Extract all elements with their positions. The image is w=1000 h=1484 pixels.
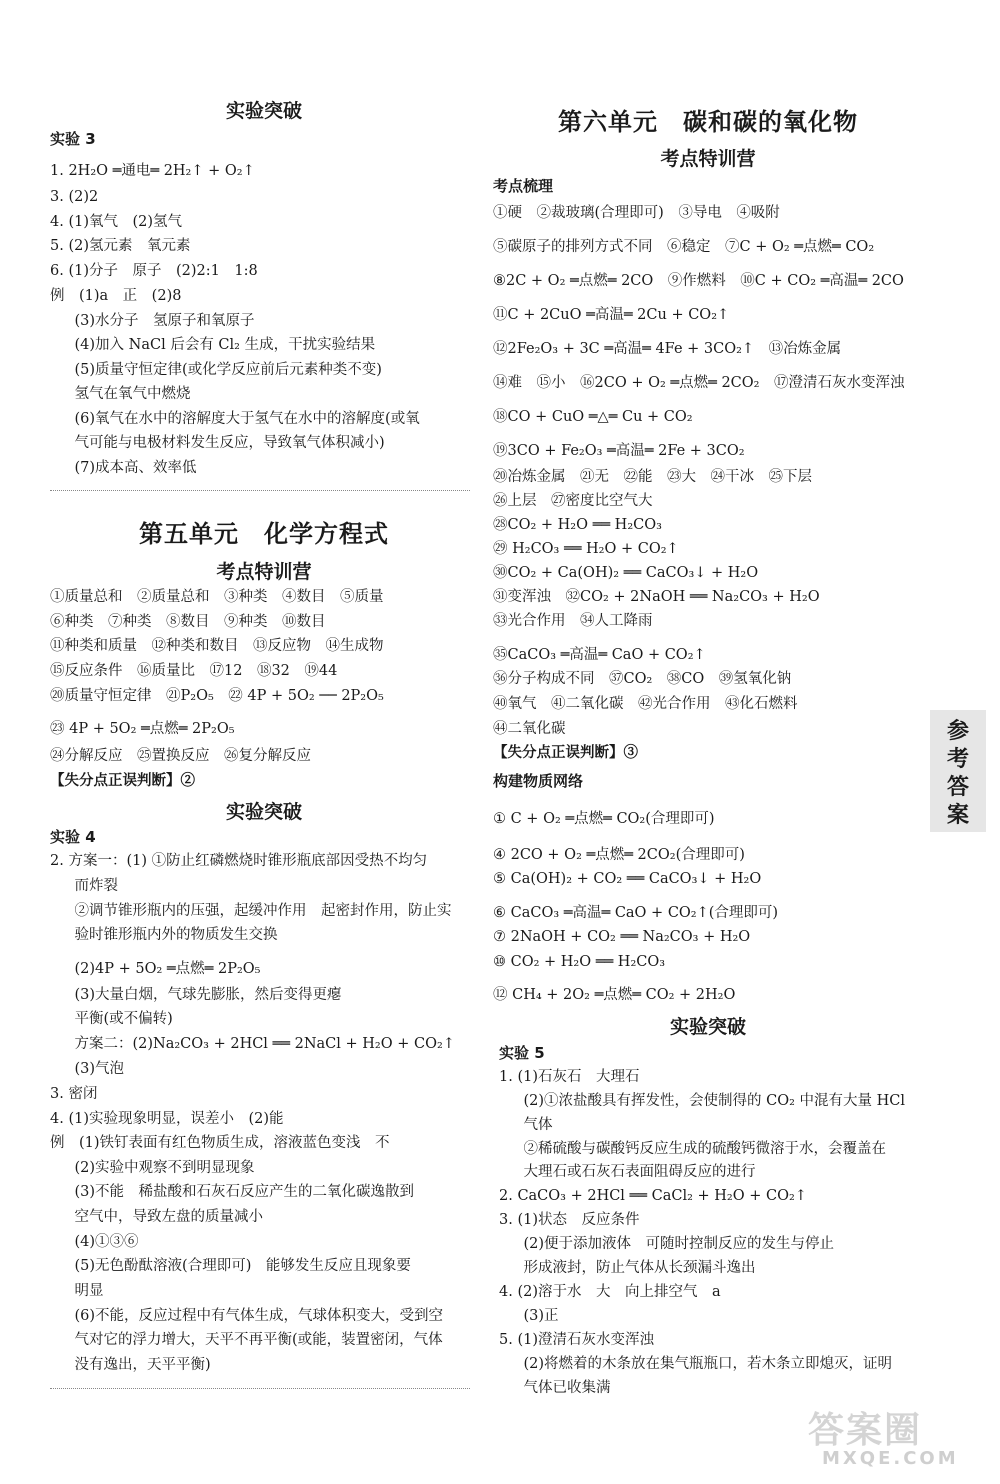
answer-line: ②调节锥形瓶内的压强，起缓冲作用 起密封作用，防止实 — [60, 903, 452, 919]
section-title-experiment: 实验突破 — [225, 801, 302, 823]
answer-line: 4. (1)氧气 (2)氢气 — [50, 214, 183, 230]
answer-line: ① C + O₂ ═点燃═ CO₂(合理即可) — [493, 811, 715, 827]
tab-char: 案 — [946, 803, 969, 828]
answer-line: 4. (2)溶于水 大 向上排空气 a — [499, 1284, 721, 1300]
answer-line: 例 (1)铁钉表面有红色物质生成，溶液蓝色变浅 不 — [50, 1135, 390, 1151]
answer-line: 方案二：(2)Na₂CO₃ + 2HCl ══ 2NaCl + H₂O + CO₂↑ — [60, 1036, 455, 1052]
divider — [50, 1388, 470, 1389]
answer-line: ④ 2CO + O₂ ═点燃═ 2CO₂(合理即可) — [493, 847, 745, 863]
answer-line: ⑥ CaCO₃ ═高温═ CaO + CO₂↑(合理即可) — [493, 905, 779, 921]
answer-line: ⑳质量守恒定律 ㉑P₂O₅ ㉒ 4P + 5O₂ ── 2P₂O₅ — [50, 688, 384, 704]
answer-line: (3)气泡 — [60, 1061, 125, 1077]
answer-line: ⑩ CO₂ + H₂O ══ H₂CO₃ — [493, 954, 666, 970]
answer-line: (7)成本高、效率低 — [60, 460, 197, 476]
answer-line: 气可能与电极材料发生反应，导致氧气体积减小) — [60, 435, 385, 451]
answer-line: ㉝光合作用 ㉞人工降雨 — [493, 613, 653, 629]
answer-line: ㊱分子构成不同 ㊲CO₂ ㊳CO ㊴氢氧化钠 — [493, 671, 792, 687]
tab-char: 考 — [946, 747, 969, 772]
answer-line: ㉔分解反应 ㉕置换反应 ㉖复分解反应 — [50, 748, 311, 764]
answer-line: ⑲3CO + Fe₂O₃ ═高温═ 2Fe + 3CO₂ — [493, 443, 745, 459]
answer-line: 平衡(或不偏转) — [60, 1011, 173, 1027]
answer-line: 2. CaCO₃ + 2HCl ══ CaCl₂ + H₂O + CO₂↑ — [499, 1188, 807, 1204]
answer-line: ⑪种类和质量 ⑫种类和数目 ⑬反应物 ⑭生成物 — [50, 638, 384, 654]
unit-6-title: 第六单元 碳和碳的氧化物 — [558, 108, 858, 136]
answer-line: (2)实验中观察不到明显现象 — [60, 1160, 255, 1176]
answer-line: ⑭难 ⑮小 ⑯2CO + O₂ ═点燃═ 2CO₂ ⑰澄清石灰水变浑浊 — [493, 375, 905, 391]
answer-line: (2)①浓盐酸具有挥发性，会使制得的 CO₂ 中混有大量 HCl — [509, 1093, 906, 1109]
answer-line: (6)氧气在水中的溶解度大于氢气在水中的溶解度(或氧 — [60, 411, 420, 427]
answer-line: (6)不能，反应过程中有气体生成，气球体积变大，受到空 — [60, 1308, 444, 1324]
answer-line: ⑫2Fe₂O₃ + 3C ═高温═ 4Fe + 3CO₂↑ ⑬冶炼金属 — [493, 341, 842, 357]
answer-line: ⑳冶炼金属 ㉑无 ㉒能 ㉓大 ㉔干冰 ㉕下层 — [493, 469, 812, 485]
answer-line: (2)4P + 5O₂ ═点燃═ 2P₂O₅ — [60, 961, 261, 977]
answer-line: 大理石或石灰石表面阻碍反应的进行 — [509, 1164, 756, 1180]
answer-line: 而炸裂 — [60, 878, 118, 894]
watermark-logo: 答案圈 — [808, 1410, 923, 1451]
answer-line: (3)大量白烟，气球先膨胀，然后变得更瘪 — [60, 987, 342, 1003]
answer-line: 【失分点正误判断】③ — [493, 744, 638, 761]
answer-line: 形成液封，防止气体从长颈漏斗逸出 — [509, 1260, 756, 1276]
watermark-url: MXQE.COM — [822, 1448, 959, 1469]
subsection-title: 构建物质网络 — [493, 772, 584, 790]
answer-line: 氢气在氧气中燃烧 — [60, 386, 191, 402]
experiment-3-label: 实验 3 — [50, 130, 96, 148]
tab-char: 参 — [946, 719, 969, 744]
answer-line: (3)正 — [509, 1308, 559, 1324]
answer-line: 3. (2)2 — [50, 189, 99, 205]
experiment-4-label: 实验 4 — [50, 828, 96, 846]
experiment-5-label: 实验 5 — [499, 1044, 545, 1062]
answer-line: ㉟CaCO₃ ═高温═ CaO + CO₂↑ — [493, 647, 706, 663]
answer-line: (5)无色酚酞溶液(合理即可) 能够发生反应且现象要 — [60, 1258, 411, 1274]
answer-line: 4. (1)实验现象明显，误差小 (2)能 — [50, 1111, 284, 1127]
answer-line: ⑧2C + O₂ ═点燃═ 2CO ⑨作燃料 ⑩C + CO₂ ═高温═ 2CO — [493, 273, 904, 289]
answer-line: ⑥种类 ⑦种类 ⑧数目 ⑨种类 ⑩数目 — [50, 614, 326, 630]
answer-line: ②稀硫酸与碳酸钙反应生成的硫酸钙微溶于水，会覆盖在 — [509, 1141, 886, 1157]
answer-line: 气体已收集满 — [509, 1380, 611, 1396]
answer-line: ㉙ H₂CO₃ ══ H₂O + CO₂↑ — [493, 541, 679, 557]
answer-line: 1. (1)石灰石 大理石 — [499, 1069, 640, 1085]
subsection-title: 考点梳理 — [493, 177, 554, 195]
answer-line: 明显 — [60, 1283, 104, 1299]
section-title-experiment: 实验突破 — [669, 1016, 746, 1038]
answer-line: 2. 方案一：(1) ①防止红磷燃烧时锥形瓶底部因受热不均匀 — [50, 853, 428, 869]
reference-answer-tab — [930, 710, 986, 832]
answer-line: 【失分点正误判断】② — [50, 772, 195, 789]
answer-line: (3)不能 稀盐酸和石灰石反应产生的二氧化碳逸散到 — [60, 1184, 415, 1200]
section-title-experiment: 实验突破 — [225, 100, 302, 122]
answer-line: 验时锥形瓶内外的物质发生交换 — [60, 927, 278, 943]
answer-line: ⑮反应条件 ⑯质量比 ⑰12 ⑱32 ⑲44 — [50, 663, 338, 679]
answer-line: ①质量总和 ②质量总和 ③种类 ④数目 ⑤质量 — [50, 589, 384, 605]
answer-line: ⑤ Ca(OH)₂ + CO₂ ══ CaCO₃↓ + H₂O — [493, 871, 762, 887]
answer-line: ⑤碳原子的排列方式不同 ⑥稳定 ⑦C + O₂ ═点燃═ CO₂ — [493, 239, 875, 255]
answer-line: 空气中，导致左盘的质量减小 — [60, 1209, 263, 1225]
answer-line: ⑪C + 2CuO ═高温═ 2Cu + CO₂↑ — [493, 307, 730, 323]
answer-line: (5)质量守恒定律(或化学反应前后元素种类不变) — [60, 362, 382, 378]
answer-line: 6. (1)分子 原子 (2)2:1 1:8 — [50, 263, 258, 279]
answer-line: ㉖上层 ㉗密度比空气大 — [493, 493, 653, 509]
answer-line: (2)将燃着的木条放在集气瓶瓶口，若木条立即熄灭，证明 — [509, 1356, 893, 1372]
answer-line: 3. (1)状态 反应条件 — [499, 1212, 640, 1228]
answer-line: 例 (1)a 正 (2)8 — [50, 288, 182, 304]
answer-line: (2)便于添加液体 可随时控制反应的发生与停止 — [509, 1236, 835, 1252]
answer-line: ㊵氧气 ㊶二氧化碳 ㊷光合作用 ㊸化石燃料 — [493, 696, 798, 712]
answer-line: ㉚CO₂ + Ca(OH)₂ ══ CaCO₃↓ + H₂O — [493, 565, 759, 581]
divider — [50, 490, 470, 491]
section-title-camp: 考点特训营 — [216, 561, 312, 583]
answer-line: (4)加入 NaCl 后会有 Cl₂ 生成，干扰实验结果 — [60, 337, 376, 353]
answer-line: 5. (1)澄清石灰水变浑浊 — [499, 1332, 654, 1348]
answer-line: 气体 — [509, 1117, 553, 1133]
answer-line: (4)①③⑥ — [60, 1234, 139, 1250]
answer-line: 5. (2)氢元素 氧元素 — [50, 238, 191, 254]
answer-line: ⑱CO + CuO ═△═ Cu + CO₂ — [493, 409, 693, 425]
answer-line: ㉛变浑浊 ㉜CO₂ + 2NaOH ══ Na₂CO₃ + H₂O — [493, 589, 820, 605]
answer-line: 3. 密闭 — [50, 1086, 98, 1102]
answer-line: ㉘CO₂ + H₂O ══ H₂CO₃ — [493, 517, 662, 533]
answer-line: 没有逸出，天平平衡) — [60, 1357, 211, 1373]
answer-line: ①硬 ②裁玻璃(合理即可) ③导电 ④吸附 — [493, 205, 780, 221]
answer-line: 气对它的浮力增大，天平不再平衡(或能，装置密闭，气体 — [60, 1332, 443, 1348]
tab-char: 答 — [946, 775, 969, 800]
answer-line: ㊹二氧化碳 — [493, 721, 566, 737]
answer-line: ㉓ 4P + 5O₂ ═点燃═ 2P₂O₅ — [50, 721, 235, 737]
answer-line: 1. 2H₂O ═通电═ 2H₂↑ + O₂↑ — [50, 163, 255, 179]
answer-line: (3)水分子 氢原子和氧原子 — [60, 313, 255, 329]
unit-5-title: 第五单元 化学方程式 — [139, 520, 389, 548]
section-title-camp: 考点特训营 — [660, 148, 756, 170]
answer-line: ⑫ CH₄ + 2O₂ ═点燃═ CO₂ + 2H₂O — [493, 987, 736, 1003]
answer-line: ⑦ 2NaOH + CO₂ ══ Na₂CO₃ + H₂O — [493, 929, 751, 945]
